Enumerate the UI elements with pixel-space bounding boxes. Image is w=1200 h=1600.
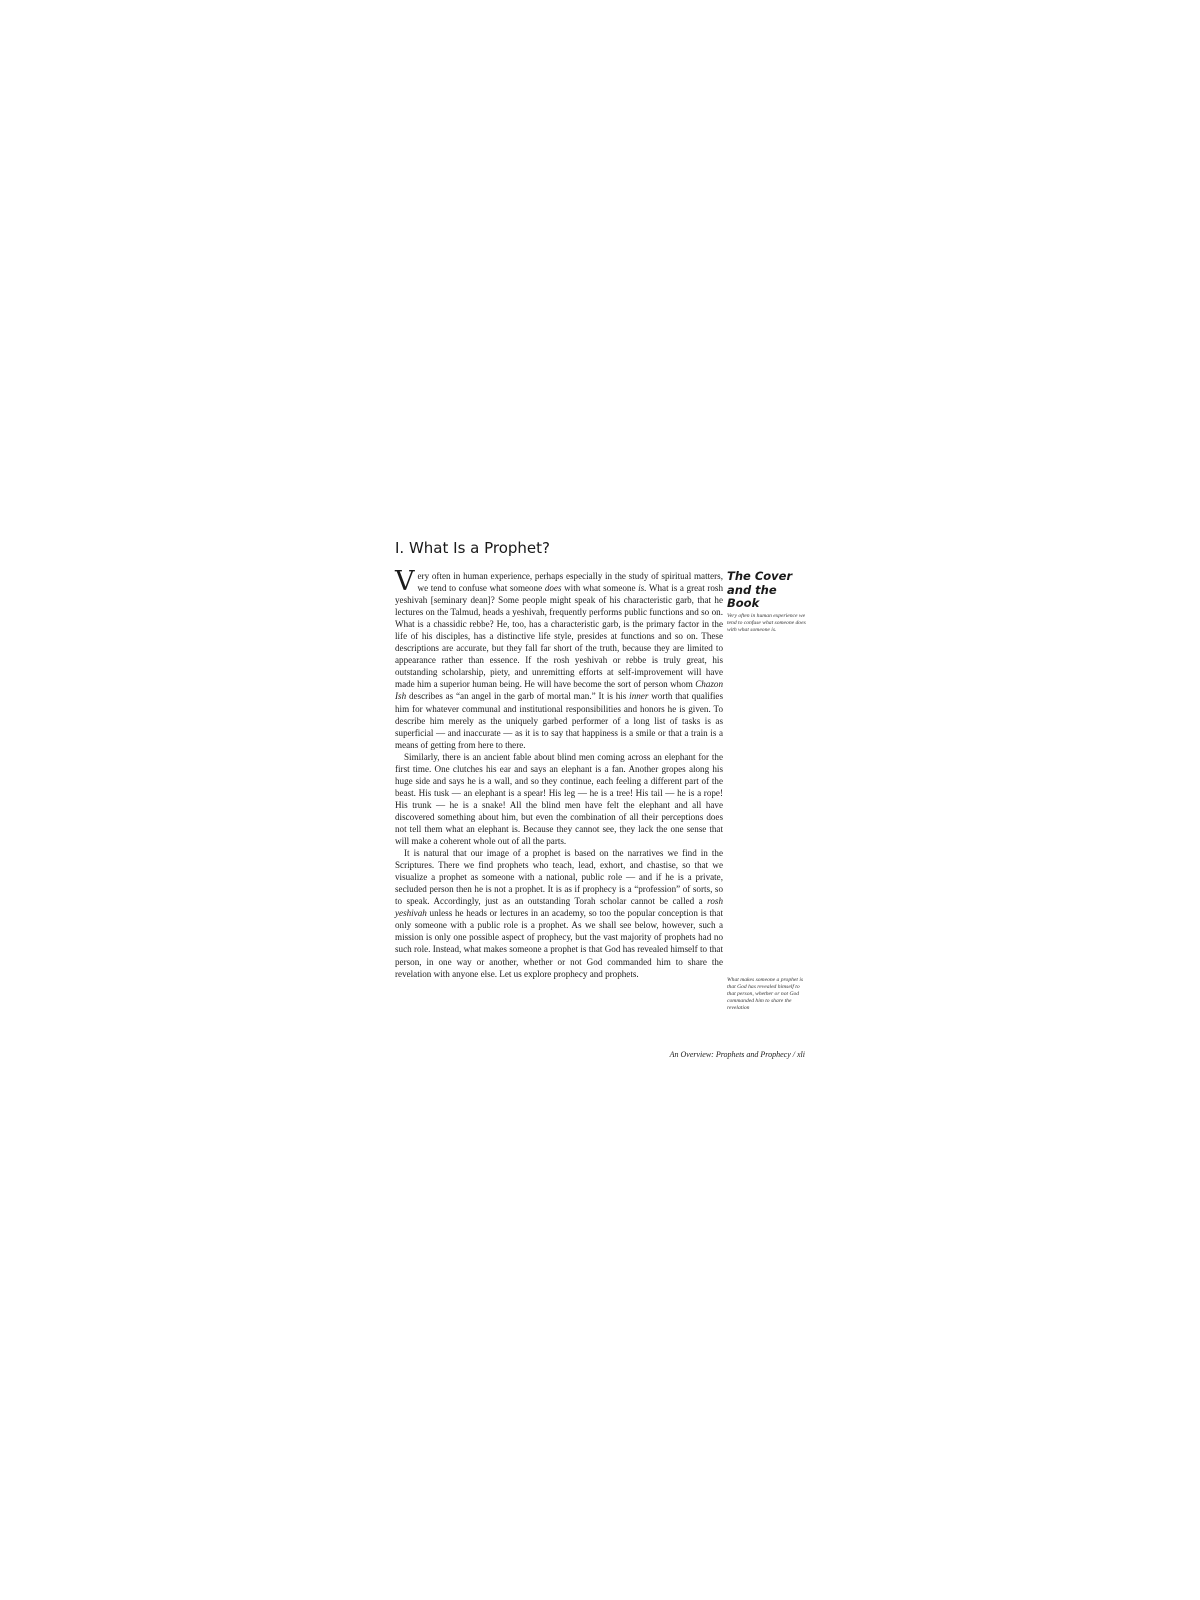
drop-cap: V: [395, 566, 415, 597]
margin-note-2: What makes someone a prophet is that God has revealed himself to that person, whether or not God commanded him to share the revelation: [727, 977, 804, 1011]
paragraph-3: [395, 847, 723, 980]
running-title: An Overview: Prophets and Prophecy: [669, 1050, 791, 1059]
paragraph-1-mid: with what someone: [561, 583, 639, 594]
paragraph-1-intro: ery often in human experience, perhaps especially in the study of spiritual matters, we tend to confuse what someone: [417, 571, 723, 594]
page-number: xli: [797, 1050, 805, 1059]
paragraph-2: Similarly, there is an ancient fable about blind men coming across an elephant for the first time. One clutches his ear and says an elephant is a fan. Another gropes along his huge side and says he is a wall, and so they continue, each feeling a different part of the beast. His tusk — an elephant is a spear! His leg — he is a tree! His tail — he is a rope! His trunk — he is a snake! All the blind men have felt the elephant and all have discovered something about him, but even the combination of all their perceptions does not tell them what an elephant is. Because they cannot see, they lack the one sense that will make a coherent whole out of all the parts.: [395, 751, 723, 847]
emphasis-is: is.: [638, 583, 647, 594]
emphasis-inner: inner: [629, 691, 649, 702]
chapter-title: I. What Is a Prophet?: [395, 539, 551, 557]
margin-note-1: Very often in human experience we tend to confuse what someone does with what someone is.: [727, 613, 806, 633]
emphasis-does: does: [544, 583, 562, 594]
main-text-column: [395, 566, 724, 980]
paragraph-3-part-a: It is natural that our image of a prophet is based on the narratives we find in the Scriptures. There we find prophets who teach, lead, exhort, and chastise, so that we visualize a prophet as someone with a national, public role — and if he is a private, secluded person then he is not a prophet. It is as if prophecy is a “profession” of sorts, so to speak. Accordingly, just as an outstanding Torah scholar cannot be called a: [395, 848, 723, 907]
paragraph-1: [395, 566, 724, 751]
paragraph-1-body-2: describes as “an angel in the garb of mortal man.” It is his: [406, 691, 630, 702]
paragraph-1-body: What is a great rosh yeshivah [seminary dean]? Some people might speak of his characteristic garb, that he lectures on the Talmud, heads a yeshivah, frequently performs public functions and so on. What is a chassidic rebbe? He, too, has a characteristic garb, is the primary factor in the life of his disciples, has a distinctive life style, presides at functions and so on. These descriptions are accurate, but they fall far short of the truth, because they are limited to appearance rather than essence. If the rosh yeshivah or rebbe is truly great, his outstanding scholarship, piety, and unremitting efforts at self-improvement will have made him a superior human being. He will have become the sort of person whom: [395, 583, 724, 690]
page-footer: [595, 1050, 805, 1059]
emphasis-rosh-yeshivah: rosh yeshivah: [395, 896, 723, 919]
paragraph-1-body-3: worth that qualifies him for whatever communal and institutional responsibilities and honors he is given. To describe him merely as the uniquely garbed performer of a long list of tasks is as superficial — and inaccurate — as it is to say that happiness is a smile or that a train is a means of getting from here to there.: [395, 691, 723, 750]
paragraph-3-part-b: unless he heads or lectures in an academy, so too the popular conception is that only someone with a public role is a prophet. As we shall see below, however, such a mission is only one possible aspect of prophecy, but the vast majority of prophets had no such role. Instead, what makes someone a prophet is that God has revealed himself to that person, in one way or another, whether or not God commanded him to share the revelation with anyone else. Let us explore prophecy and prophets.: [395, 908, 723, 979]
emphasis-chazon-ish: Chazon Ish: [395, 679, 723, 702]
footer-separator: /: [790, 1050, 797, 1059]
margin-heading: The Cover and the Book: [727, 569, 793, 610]
